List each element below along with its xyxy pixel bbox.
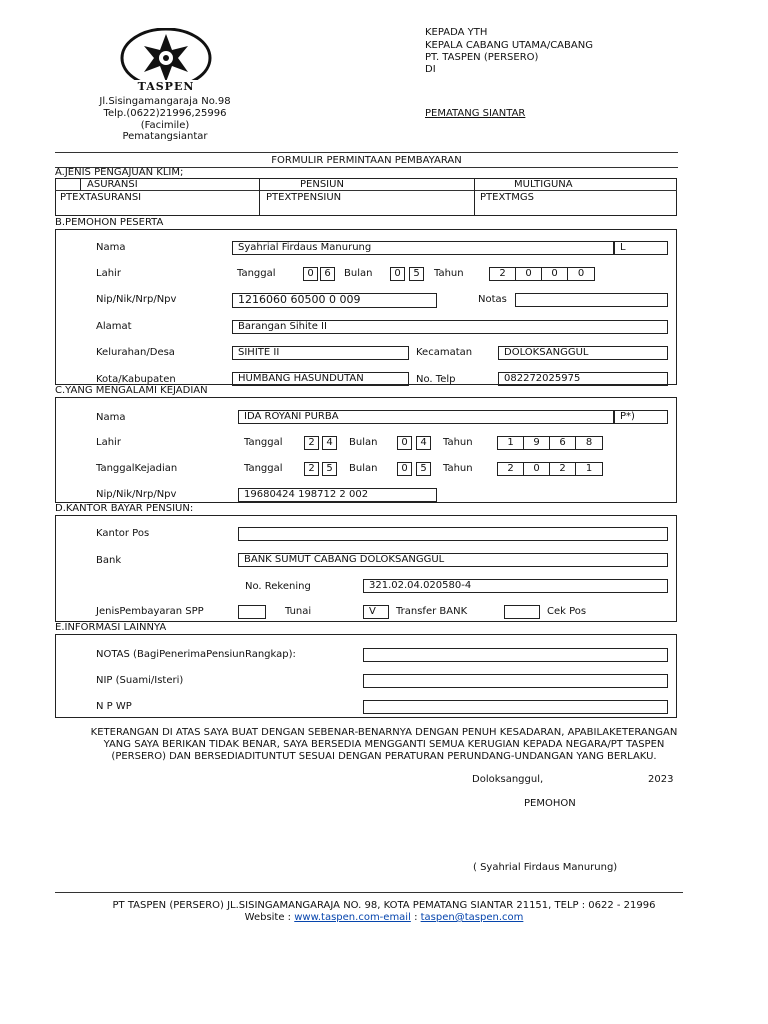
c-nip-label: Nip/Nik/Nrp/Npv [96, 489, 177, 500]
b-kota-label: Kota/Kabupaten [96, 374, 176, 385]
c-kejadian-label: TanggalKejadian [96, 463, 178, 474]
b-telp-field[interactable]: 082272025975 [498, 372, 668, 386]
footer-website-label: Website : [244, 912, 292, 923]
b-tahun-label: Tahun [434, 268, 464, 279]
e-npwp-label: N P WP [96, 701, 132, 712]
e-nip-field[interactable] [363, 674, 668, 688]
b-nama-label: Nama [96, 242, 126, 253]
b-kota-field[interactable]: HUMBANG HASUNDUTAN [232, 372, 409, 386]
logo-text: TASPEN [134, 80, 198, 93]
claim-col-sep0 [80, 178, 81, 190]
claim-col-asuransi: ASURANSI [87, 179, 138, 190]
e-notas-field[interactable] [363, 648, 668, 662]
claim-col-sep1 [259, 178, 260, 216]
claim-type-table [55, 178, 677, 216]
c-k-month-digit[interactable]: 0 [397, 462, 412, 476]
footer-rule [55, 892, 683, 893]
d-bank-label: Bank [96, 555, 122, 566]
c-year-digit[interactable]: 6 [549, 436, 576, 450]
section-b-heading: B.PEMOHON PESERTA [55, 217, 164, 228]
claim-val-pensiun[interactable]: PTEXTPENSIUN [266, 192, 342, 203]
d-rekening-label: No. Rekening [245, 581, 311, 592]
e-notas-label: NOTAS (BagiPenerimaPensiunRangkap): [96, 649, 296, 660]
recipient-line2: KEPALA CABANG UTAMA/CABANG [425, 40, 593, 51]
footer-email-link[interactable]: taspen@taspen.com [420, 912, 524, 923]
claim-col-multiguna: MULTIGUNA [514, 179, 573, 190]
b-lahir-label: Lahir [96, 268, 121, 279]
b-notas-field[interactable] [515, 293, 668, 307]
b-telp-label: No. Telp [416, 374, 456, 385]
signature-name: ( Syahrial Firdaus Manurung) [473, 862, 618, 873]
form-title: FORMULIR PERMINTAAN PEMBAYARAN [271, 155, 462, 166]
c-year-digit[interactable]: 8 [575, 436, 603, 450]
c-gender-field[interactable]: P*) [614, 410, 668, 424]
signature-year: 2023 [648, 774, 674, 785]
office-fax: (Facimile) [140, 120, 190, 131]
section-d-heading: D.KANTOR BAYAR PENSIUN: [55, 503, 194, 514]
footer-website-link[interactable]: www.taspen.com-email [294, 912, 411, 923]
b-alamat-label: Alamat [96, 321, 132, 332]
b-month-digit[interactable]: 0 [390, 267, 405, 281]
b-alamat-field[interactable]: Barangan Sihite II [232, 320, 668, 334]
b-gender-field[interactable]: L [614, 241, 668, 255]
d-tunai-checkbox[interactable] [238, 605, 266, 619]
d-rekening-field[interactable]: 321.02.04.020580-4 [363, 579, 668, 593]
c-month-digit[interactable]: 4 [416, 436, 431, 450]
b-nip-field[interactable]: 1216060 60500 0 009 [232, 293, 437, 308]
b-kelurahan-field[interactable]: SIHITE II [232, 346, 409, 360]
c-month-digit[interactable]: 0 [397, 436, 412, 450]
c-k-day-digit[interactable]: 2 [304, 462, 319, 476]
office-phone: Telp.(0622)21996,25996 [103, 108, 227, 119]
b-nip-label: Nip/Nik/Nrp/Npv [96, 294, 177, 305]
statement-line1: KETERANGAN DI ATAS SAYA BUAT DENGAN SEBENAR-BENARNYA DENGAN PENUH KESADARAN, APABILAKETERANGAN [90, 727, 678, 738]
claim-col-sep2 [474, 178, 475, 216]
office-address: Jl.Sisingamangaraja No.98 [99, 96, 231, 107]
c-k-year-digit[interactable]: 1 [575, 462, 603, 476]
c-k-year-digit[interactable]: 2 [497, 462, 524, 476]
b-kecamatan-label: Kecamatan [416, 347, 473, 358]
recipient-line3: PT. TASPEN (PERSERO) [425, 52, 539, 63]
b-year-digit[interactable]: 0 [515, 267, 542, 281]
c-k-month-digit[interactable]: 5 [416, 462, 431, 476]
office-city: Pematangsiantar [122, 131, 208, 142]
b-day-digit[interactable]: 0 [303, 267, 318, 281]
d-kantor-pos-field[interactable] [238, 527, 668, 541]
c-lahir-label: Lahir [96, 437, 121, 448]
b-year-digit[interactable]: 0 [541, 267, 568, 281]
b-bulan-label: Bulan [344, 268, 373, 279]
section-e-heading: E.INFORMASI LAINNYA [55, 622, 167, 633]
c-year-digit[interactable]: 9 [523, 436, 550, 450]
claim-type-divider [55, 190, 677, 191]
recipient-line1: KEPADA YTH [425, 27, 488, 38]
b-kelurahan-label: Kelurahan/Desa [96, 347, 175, 358]
b-day-digit[interactable]: 6 [320, 267, 335, 281]
c-k-year-digit[interactable]: 2 [549, 462, 576, 476]
footer-separator: : [414, 912, 418, 923]
b-nama-field[interactable]: Syahrial Firdaus Manurung [232, 241, 614, 255]
b-tanggal-label: Tanggal [237, 268, 276, 279]
c-tahun-label: Tahun [443, 437, 473, 448]
claim-val-asuransi[interactable]: PTEXTASURANSI [60, 192, 142, 203]
recipient-line4: DI [425, 64, 436, 75]
c-k-bulan-label: Bulan [349, 463, 378, 474]
d-kantor-pos-label: Kantor Pos [96, 528, 150, 539]
c-year-digit[interactable]: 1 [497, 436, 524, 450]
c-day-digit[interactable]: 2 [304, 436, 319, 450]
b-kecamatan-field[interactable]: DOLOKSANGGUL [498, 346, 668, 360]
c-nama-field[interactable]: IDA ROYANI PURBA [238, 410, 614, 424]
d-cekpos-label: Cek Pos [547, 606, 587, 617]
statement-line3: (PERSERO) DAN BERSEDIADITUNTUT SESUAI DENGAN PERATURAN PERUNDANG-UNDANGAN YANG BERLAKU. [111, 751, 657, 762]
signature-place: Doloksanggul, [472, 774, 544, 785]
c-day-digit[interactable]: 4 [322, 436, 337, 450]
b-month-digit[interactable]: 5 [409, 267, 424, 281]
signature-role: PEMOHON [524, 798, 576, 809]
d-transfer-checkbox[interactable]: V [363, 605, 389, 619]
b-notas-label: Notas [478, 294, 507, 305]
c-k-day-digit[interactable]: 5 [322, 462, 337, 476]
form-top-rule [55, 152, 678, 153]
d-cekpos-checkbox[interactable] [504, 605, 540, 619]
statement-line2: YANG SAYA BERIKAN TIDAK BENAR, SAYA BERSEDIA MENGGANTI SEMUA KERUGIAN KEPADA NEGARA/PT TASPEN [103, 739, 665, 750]
e-npwp-field[interactable] [363, 700, 668, 714]
c-tanggal-label: Tanggal [244, 437, 283, 448]
c-k-tanggal-label: Tanggal [244, 463, 283, 474]
recipient-place: PEMATANG SIANTAR [425, 108, 526, 119]
e-nip-label: NIP (Suami/Isteri) [96, 675, 184, 686]
section-a-heading: A.JENIS PENGAJUAN KLIM; [55, 167, 184, 178]
footer-contact [40, 912, 728, 923]
d-tunai-label: Tunai [285, 606, 312, 617]
c-nama-label: Nama [96, 412, 126, 423]
c-k-year-digit[interactable]: 0 [523, 462, 550, 476]
claim-val-multiguna[interactable]: PTEXTMGS [480, 192, 534, 203]
footer-address: PT TASPEN (PERSERO) JL.SISINGAMANGARAJA NO. 98, KOTA PEMATANG SIANTAR 21151, TELP : 0622 - 21996 [112, 900, 656, 911]
d-jenis-label: JenisPembayaran SPP [96, 606, 204, 617]
c-nip-field[interactable]: 19680424 198712 2 002 [238, 488, 437, 502]
b-year-digit[interactable]: 0 [567, 267, 595, 281]
b-year-digit[interactable]: 2 [489, 267, 516, 281]
d-transfer-label: Transfer BANK [396, 606, 468, 617]
claim-col-pensiun: PENSIUN [300, 179, 344, 190]
d-bank-field[interactable]: BANK SUMUT CABANG DOLOKSANGGUL [238, 553, 668, 567]
c-k-tahun-label: Tahun [443, 463, 473, 474]
c-bulan-label: Bulan [349, 437, 378, 448]
section-c-heading: C.YANG MENGALAMI KEJADIAN [55, 385, 208, 396]
